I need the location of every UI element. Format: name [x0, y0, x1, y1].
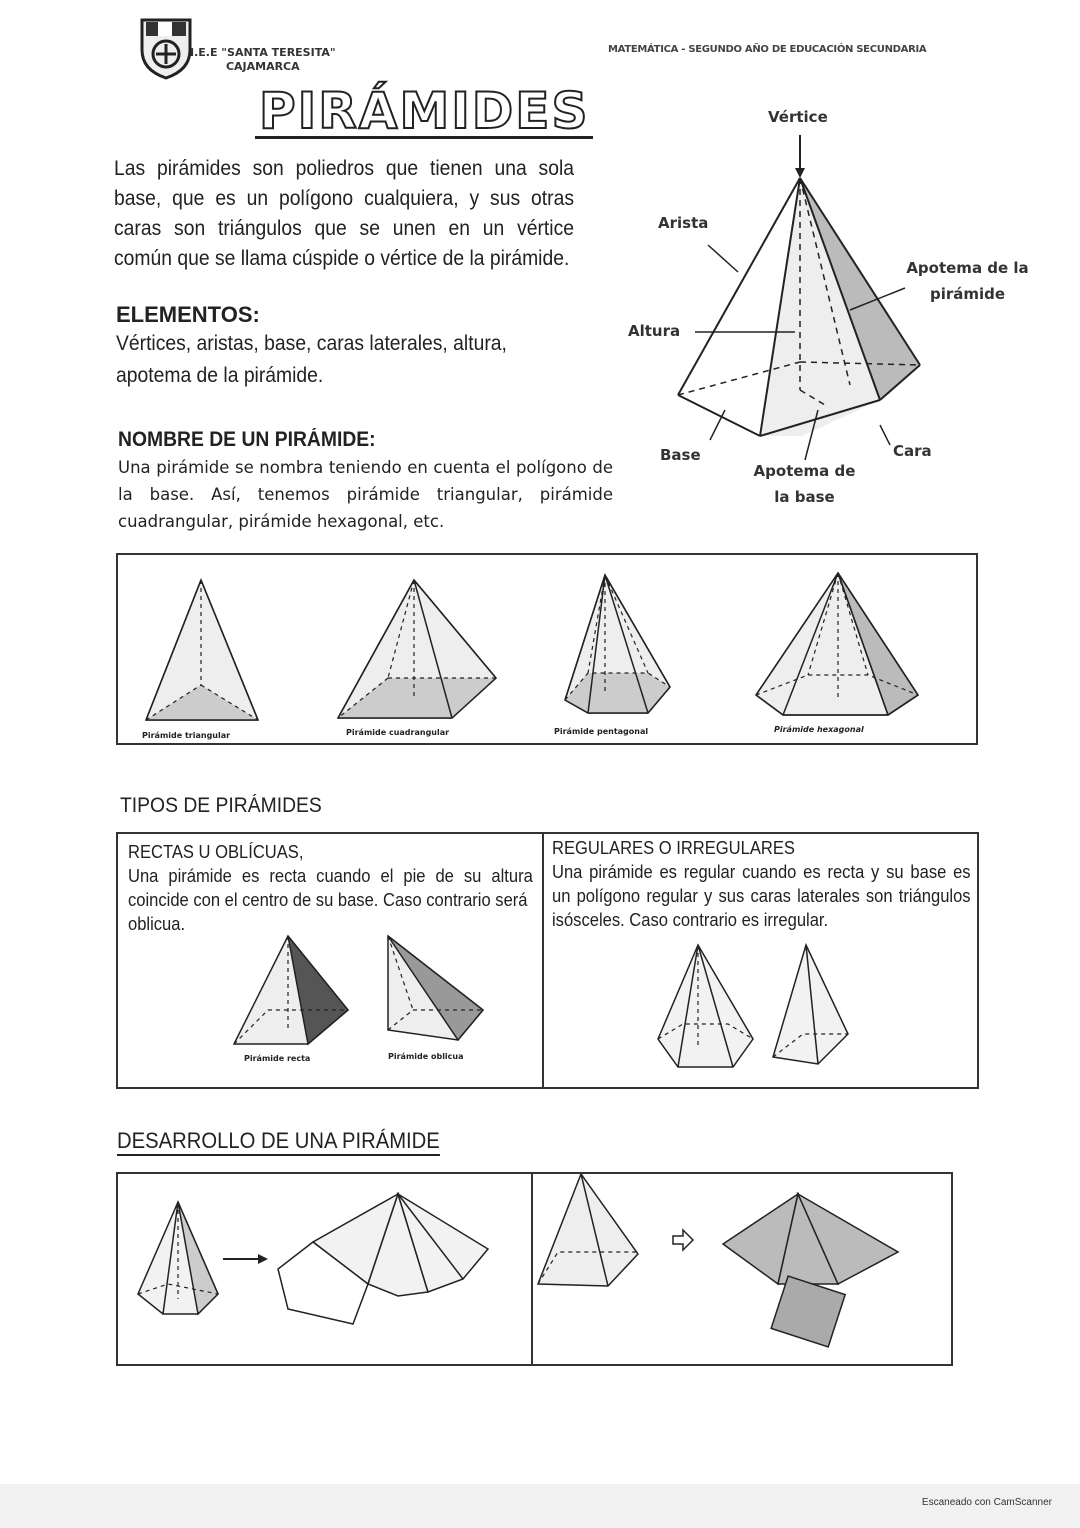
intro-paragraph: Las pirámides son poliedros que tienen una sola base, que es un polígono cualquiera, y sus otras caras son triángulos que se unen en un vértice común que se llama cúspide o vértice de la pirámide.	[114, 157, 574, 270]
pyramid-elements-diagram	[640, 100, 1060, 520]
pyramid-types-drawings	[118, 555, 976, 743]
recta-oblicua-drawings	[228, 930, 508, 1060]
scan-footer-bar	[0, 1484, 1080, 1528]
desarrollo-box	[116, 1172, 953, 1366]
elements-section	[116, 302, 616, 392]
tipos-box	[116, 832, 979, 1089]
label-piramide-hexagonal: Pirámide hexagonal	[774, 725, 864, 734]
label-piramide-triangular: Pirámide triangular	[142, 731, 231, 740]
regular-irregular-drawings	[648, 939, 868, 1074]
desarrollo-heading: DESARROLLO DE UNA PIRÁMIDE	[117, 1128, 440, 1156]
regulares-section	[552, 836, 971, 932]
label-arista: Arista	[658, 214, 709, 232]
regulares-title: REGULARES O IRREGULARES	[552, 838, 795, 858]
label-piramide-oblicua: Pirámide oblicua	[388, 1052, 464, 1061]
label-piramide-cuadrangular: Pirámide cuadrangular	[346, 728, 450, 737]
pyramid-types-box	[116, 553, 978, 745]
arrow-right-icon	[673, 1230, 693, 1250]
page-title: PIRÁMIDES	[255, 86, 593, 139]
label-altura: Altura	[628, 322, 681, 340]
school-line2: CAJAMARCA	[225, 60, 300, 73]
desarrollo-drawings	[118, 1174, 951, 1364]
rectas-title: RECTAS U OBLÍCUAS,	[128, 842, 304, 862]
rectas-section	[128, 840, 533, 936]
label-piramide-recta: Pirámide recta	[244, 1054, 311, 1063]
label-apotema-base: Apotema de la base	[753, 462, 856, 506]
naming-text: Una pirámide se nombra teniendo en cuenta el polígono de la base. Así, tenemos pirámide triangular, pirámide cuadrangular, pirámide hexagonal, etc.	[118, 458, 613, 531]
rectas-text: Una pirámide es recta cuando el pie de su altura coincide con el centro de su base. Caso contrario será	[128, 866, 533, 910]
school-name	[190, 46, 336, 74]
label-apotema-piramide: Apotema de la pirámide	[906, 259, 1029, 303]
elements-heading: ELEMENTOS:	[116, 302, 260, 327]
elements-text: Vértices, aristas, base, caras laterales, altura, apotema de la pirámide.	[116, 332, 507, 387]
label-base: Base	[660, 446, 701, 464]
regulares-text: Una pirámide es regular cuando es recta y su base es un polígono regular y sus caras laterales son triángulos isósceles. Caso contrario es irregular.	[552, 862, 971, 930]
school-line1: I.E.E "SANTA TERESITA"	[190, 46, 336, 59]
arrow-icon	[258, 1254, 268, 1264]
naming-heading: NOMBRE DE UN PIRÁMIDE:	[118, 428, 376, 451]
tipos-heading: TIPOS DE PIRÁMIDES	[120, 794, 322, 817]
rectas-text-2: oblicua.	[128, 914, 186, 934]
label-piramide-pentagonal: Pirámide pentagonal	[554, 727, 649, 736]
course-header: MATEMÁTICA - SEGUNDO AÑO DE EDUCACIÓN SECUNDARIA	[608, 44, 927, 55]
school-crest-logo	[138, 16, 194, 80]
label-vertice: Vértice	[768, 108, 828, 126]
scanner-watermark: Escaneado con CamScanner	[921, 1497, 1052, 1508]
label-cara: Cara	[893, 442, 932, 460]
divider	[542, 834, 544, 1087]
